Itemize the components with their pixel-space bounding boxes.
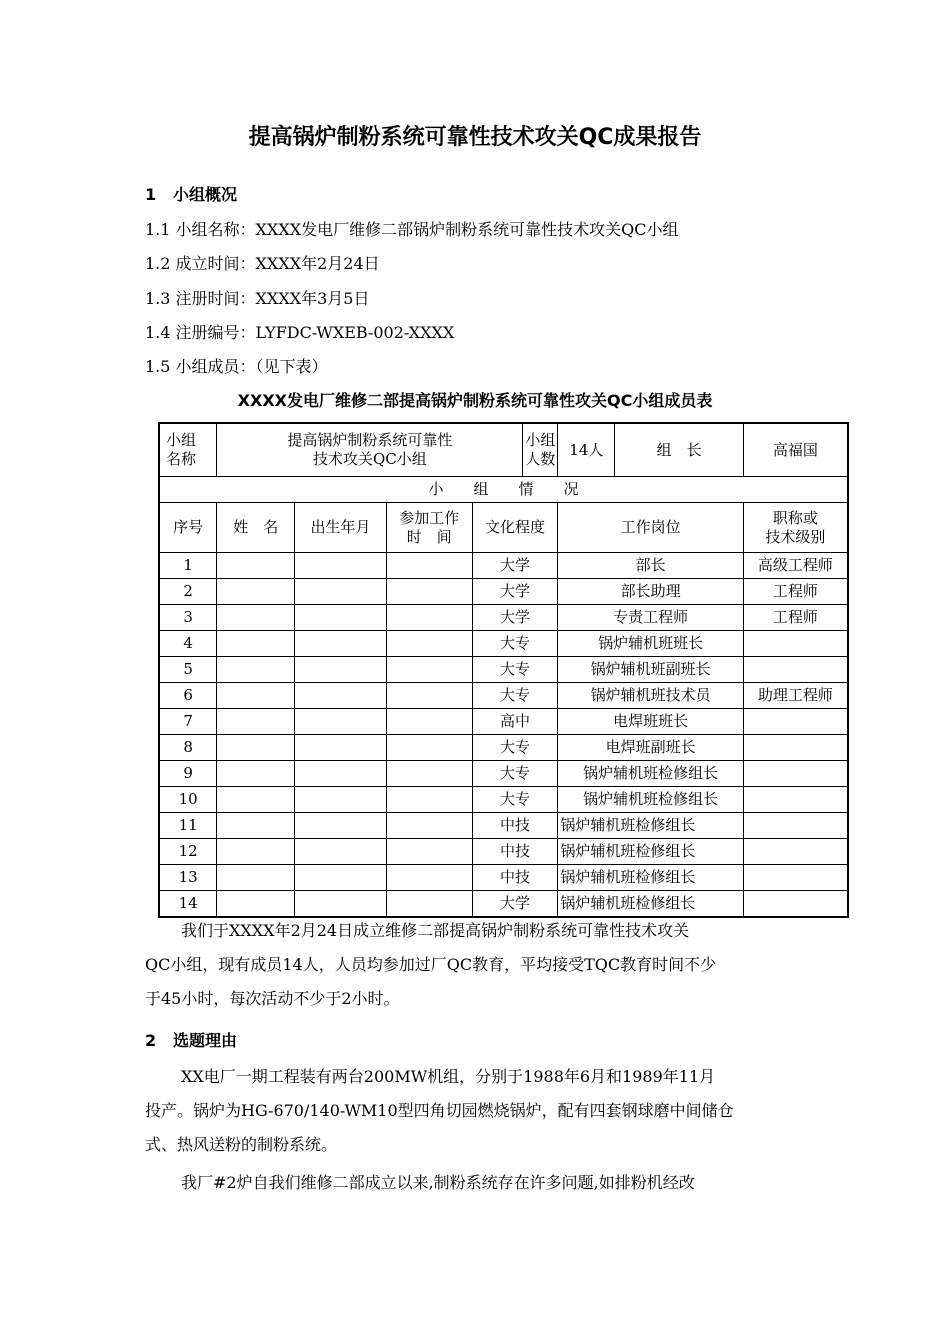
para2-line1-text: XX电厂一期工程装有两台200MW机组，分别于1988年6月和1989年11月 [181, 1067, 716, 1086]
cell-edu: 大学 [472, 579, 558, 605]
cell-name [217, 631, 295, 657]
table-row [159, 709, 848, 735]
cell-post: 锅炉辅机班检修组长 [558, 787, 743, 813]
para1-line3: 于45小时，每次活动不少于2小时。 [145, 989, 400, 1008]
item-group-name: 1.1 小组名称：XXXX发电厂维修二部锅炉制粉系统可靠性技术攻关QC小组 [145, 220, 679, 239]
cell-edu: 中技 [472, 813, 558, 839]
group-name-line2: 技术攻关QC小组 [312, 450, 427, 468]
table-row [159, 553, 848, 579]
section-label: 小 组 情 况 [159, 477, 848, 503]
cell-name [217, 683, 295, 709]
cell-birth [295, 813, 387, 839]
cell-name [217, 553, 295, 579]
leader-value: 高福国 [743, 423, 848, 477]
cell-title [743, 865, 848, 891]
cell-name [217, 813, 295, 839]
cell-title [743, 839, 848, 865]
table-caption: XXXX发电厂维修二部提高锅炉制粉系统可靠性攻关QC小组成员表 [237, 391, 713, 410]
section-title: 选题理由 [173, 1031, 238, 1050]
cell-seq: 8 [159, 735, 217, 761]
cell-join [386, 839, 472, 865]
cell-join [386, 657, 472, 683]
cell-join [386, 761, 472, 787]
cell-birth [295, 787, 387, 813]
member-table [158, 422, 849, 918]
cell-edu: 大专 [472, 761, 558, 787]
cell-name [217, 605, 295, 631]
table-row [159, 761, 848, 787]
item-founded-date: 1.2 成立时间：XXXX年2月24日 [145, 254, 380, 273]
count-leader-cell [558, 423, 743, 477]
cell-post: 锅炉辅机班检修组长 [558, 813, 743, 839]
para3-line1 [145, 1166, 805, 1200]
cell-seq: 7 [159, 709, 217, 735]
leader-label: 组 长 [656, 440, 702, 459]
table-header-row [159, 503, 848, 553]
cell-title: 工程师 [743, 605, 848, 631]
cell-title [743, 891, 848, 917]
group-name-split [217, 424, 557, 476]
cell-edu: 高中 [472, 709, 558, 735]
table-row [159, 631, 848, 657]
section-1-heading [145, 182, 237, 205]
cell-title: 高级工程师 [743, 553, 848, 579]
header-join-line1: 参加工作 [399, 508, 460, 527]
cell-title: 工程师 [743, 579, 848, 605]
table-row [159, 839, 848, 865]
section-title: 小组概况 [173, 185, 238, 204]
table-row [159, 891, 848, 917]
paragraph-group-intro [145, 914, 805, 1016]
cell-seq: 3 [159, 605, 217, 631]
table-row [159, 683, 848, 709]
header-title-line1: 职称或 [772, 508, 818, 527]
cell-join [386, 891, 472, 917]
count-value: 14人 [558, 424, 615, 476]
table-row [159, 579, 848, 605]
cell-title [743, 657, 848, 683]
item-registration-date: 1.3 注册时间：XXXX年3月5日 [145, 289, 370, 308]
cell-post: 锅炉辅机班副班长 [558, 657, 743, 683]
cell-seq: 5 [159, 657, 217, 683]
para1-line2: QC小组，现有成员14人，人员均参加过厂QC教育，平均接受TQC教育时间不少 [145, 955, 717, 974]
cell-birth [295, 605, 387, 631]
cell-title [743, 761, 848, 787]
cell-name [217, 579, 295, 605]
header-birth: 出生年月 [295, 503, 387, 553]
para2-line2: 投产。锅炉为HG-670/140-WM10型四角切园燃烧锅炉，配有四套钢球磨中间储仓 [145, 1101, 734, 1120]
cell-birth [295, 579, 387, 605]
cell-name [217, 761, 295, 787]
cell-join [386, 787, 472, 813]
cell-join [386, 631, 472, 657]
table-row [159, 605, 848, 631]
table-row [159, 787, 848, 813]
cell-seq: 9 [159, 761, 217, 787]
cell-name [217, 735, 295, 761]
cell-edu: 大学 [472, 891, 558, 917]
cell-edu: 大专 [472, 787, 558, 813]
cell-birth [295, 839, 387, 865]
item-registration-number: 1.4 注册编号：LYFDC-WXEB-002-XXXX [145, 323, 455, 342]
cell-birth [295, 631, 387, 657]
count-leader-split [558, 424, 742, 476]
cell-title [743, 709, 848, 735]
para1-line1-text: 我们于XXXX年2月24日成立维修二部提高锅炉制粉系统可靠性技术攻关 [181, 921, 690, 940]
member-rows [159, 553, 848, 917]
cell-join [386, 553, 472, 579]
cell-seq: 13 [159, 865, 217, 891]
cell-title [743, 813, 848, 839]
paragraph-problems [145, 1166, 805, 1200]
cell-post: 部长助理 [558, 579, 743, 605]
cell-post: 锅炉辅机班检修组长 [558, 839, 743, 865]
cell-join [386, 735, 472, 761]
cell-post: 锅炉辅机班检修组长 [558, 891, 743, 917]
cell-birth [295, 683, 387, 709]
cell-seq: 4 [159, 631, 217, 657]
cell-seq: 1 [159, 553, 217, 579]
header-join-line2: 时 间 [406, 527, 452, 546]
para3-line1-text: 我厂#2炉自我们维修二部成立以来,制粉系统存在许多问题,如排粉机经改 [181, 1173, 695, 1192]
cell-seq: 12 [159, 839, 217, 865]
table-row [159, 657, 848, 683]
item-members: 1.5 小组成员：（见下表） [145, 357, 328, 376]
para2-line3: 式、热风送粉的制粉系统。 [145, 1135, 338, 1154]
cell-post: 电焊班副班长 [558, 735, 743, 761]
header-title [743, 503, 848, 553]
cell-edu: 中技 [472, 839, 558, 865]
cell-edu: 中技 [472, 865, 558, 891]
cell-join [386, 813, 472, 839]
section-number: 1 [145, 185, 157, 204]
cell-birth [295, 865, 387, 891]
group-name-line1: 提高锅炉制粉系统可靠性 [287, 431, 453, 449]
cell-seq: 14 [159, 891, 217, 917]
cell-birth [295, 735, 387, 761]
header-seq: 序号 [159, 503, 217, 553]
cell-birth [295, 657, 387, 683]
cell-edu: 大学 [472, 605, 558, 631]
cell-edu: 大专 [472, 735, 558, 761]
report-title: 提高锅炉制粉系统可靠性技术攻关QC成果报告 [248, 125, 702, 150]
header-name: 姓 名 [217, 503, 295, 553]
table-row [159, 865, 848, 891]
cell-post: 锅炉辅机班检修组长 [558, 761, 743, 787]
paragraph-background [145, 1060, 805, 1162]
section-number: 2 [145, 1031, 157, 1050]
table-section-row [159, 477, 848, 503]
cell-name [217, 891, 295, 917]
cell-title [743, 787, 848, 813]
table-info-row [159, 423, 848, 477]
cell-title [743, 631, 848, 657]
section-2-heading [145, 1028, 237, 1051]
cell-post: 锅炉辅机班班长 [558, 631, 743, 657]
cell-join [386, 605, 472, 631]
cell-join [386, 865, 472, 891]
cell-name [217, 787, 295, 813]
cell-post: 部长 [558, 553, 743, 579]
cell-seq: 10 [159, 787, 217, 813]
cell-title: 助理工程师 [743, 683, 848, 709]
cell-post: 专责工程师 [558, 605, 743, 631]
header-edu: 文化程度 [472, 503, 558, 553]
cell-name [217, 839, 295, 865]
group-name-text [217, 424, 523, 476]
cell-name [217, 709, 295, 735]
cell-edu: 大专 [472, 657, 558, 683]
cell-post: 锅炉辅机班技术员 [558, 683, 743, 709]
cell-edu: 大专 [472, 631, 558, 657]
cell-birth [295, 709, 387, 735]
cell-post: 电焊班班长 [558, 709, 743, 735]
cell-join [386, 579, 472, 605]
cell-join [386, 683, 472, 709]
cell-seq: 2 [159, 579, 217, 605]
cell-edu: 大专 [472, 683, 558, 709]
cell-birth [295, 553, 387, 579]
group-name-label: 小组名称 [159, 423, 217, 477]
header-post: 工作岗位 [558, 503, 743, 553]
table-row [159, 813, 848, 839]
count-label: 小组人数 [525, 431, 556, 468]
para1-line1 [145, 914, 805, 948]
header-join [386, 503, 472, 553]
cell-name [217, 865, 295, 891]
cell-name [217, 657, 295, 683]
group-name-value [217, 423, 558, 477]
para2-line1 [145, 1060, 805, 1094]
cell-birth [295, 761, 387, 787]
cell-title [743, 735, 848, 761]
cell-join [386, 709, 472, 735]
table-row [159, 735, 848, 761]
cell-seq: 6 [159, 683, 217, 709]
cell-edu: 大学 [472, 553, 558, 579]
header-title-line2: 技术级别 [765, 527, 826, 546]
cell-post: 锅炉辅机班检修组长 [558, 865, 743, 891]
cell-seq: 11 [159, 813, 217, 839]
cell-birth [295, 891, 387, 917]
